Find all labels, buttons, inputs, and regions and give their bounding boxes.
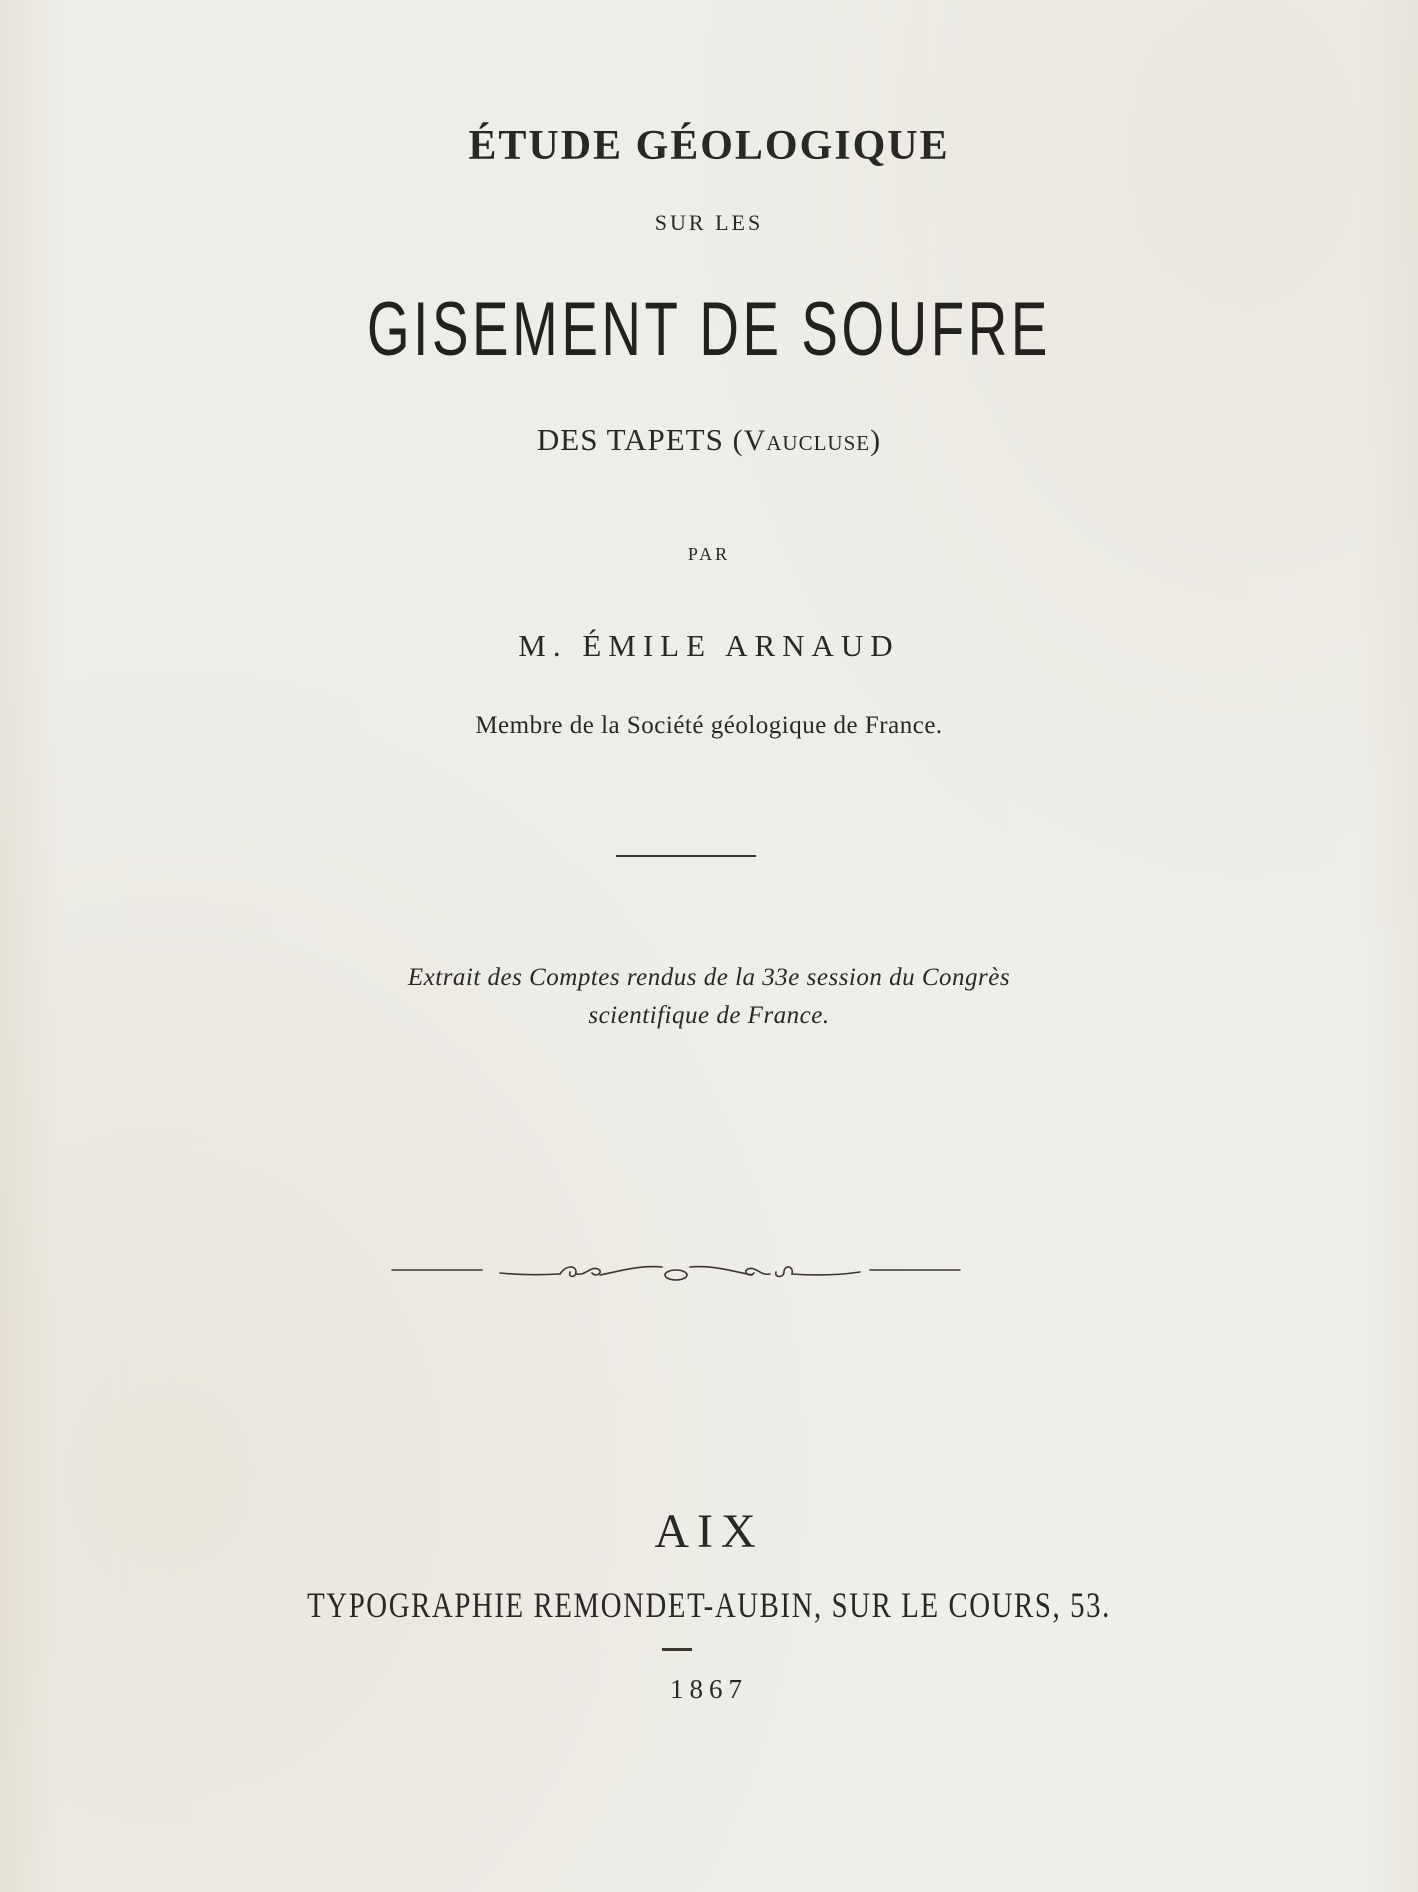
publication-year: 1867 [670, 1674, 748, 1704]
heading-title: ÉTUDE GÉOLOGIQUE [468, 123, 950, 169]
short-divider [662, 1648, 692, 1651]
decorative-ornament [390, 1253, 962, 1293]
by-label: PAR [687, 544, 731, 564]
place-line [0, 422, 1418, 458]
place-prefix: DES TAPETS [536, 422, 724, 457]
place-region: (Vaucluse) [732, 424, 882, 457]
connector-text: SUR LES [654, 210, 764, 235]
city-name: AIX [654, 1505, 764, 1558]
extract-note-line-2: scientifique de France. [588, 1002, 830, 1029]
extract-note-line-1: Extrait des Comptes rendus de la 33e session du Congrès [407, 964, 1011, 991]
author-name: M. ÉMILE ARNAUD [518, 628, 900, 663]
main-title: GISEMENT DE SOUFRE [366, 287, 1052, 372]
divider-rule [616, 855, 756, 857]
author-affiliation: Membre de la Société géologique de France. [475, 712, 943, 739]
printer-imprint: TYPOGRAPHIE REMONDET-AUBIN, SUR LE COURS, 53. [307, 1585, 1111, 1625]
